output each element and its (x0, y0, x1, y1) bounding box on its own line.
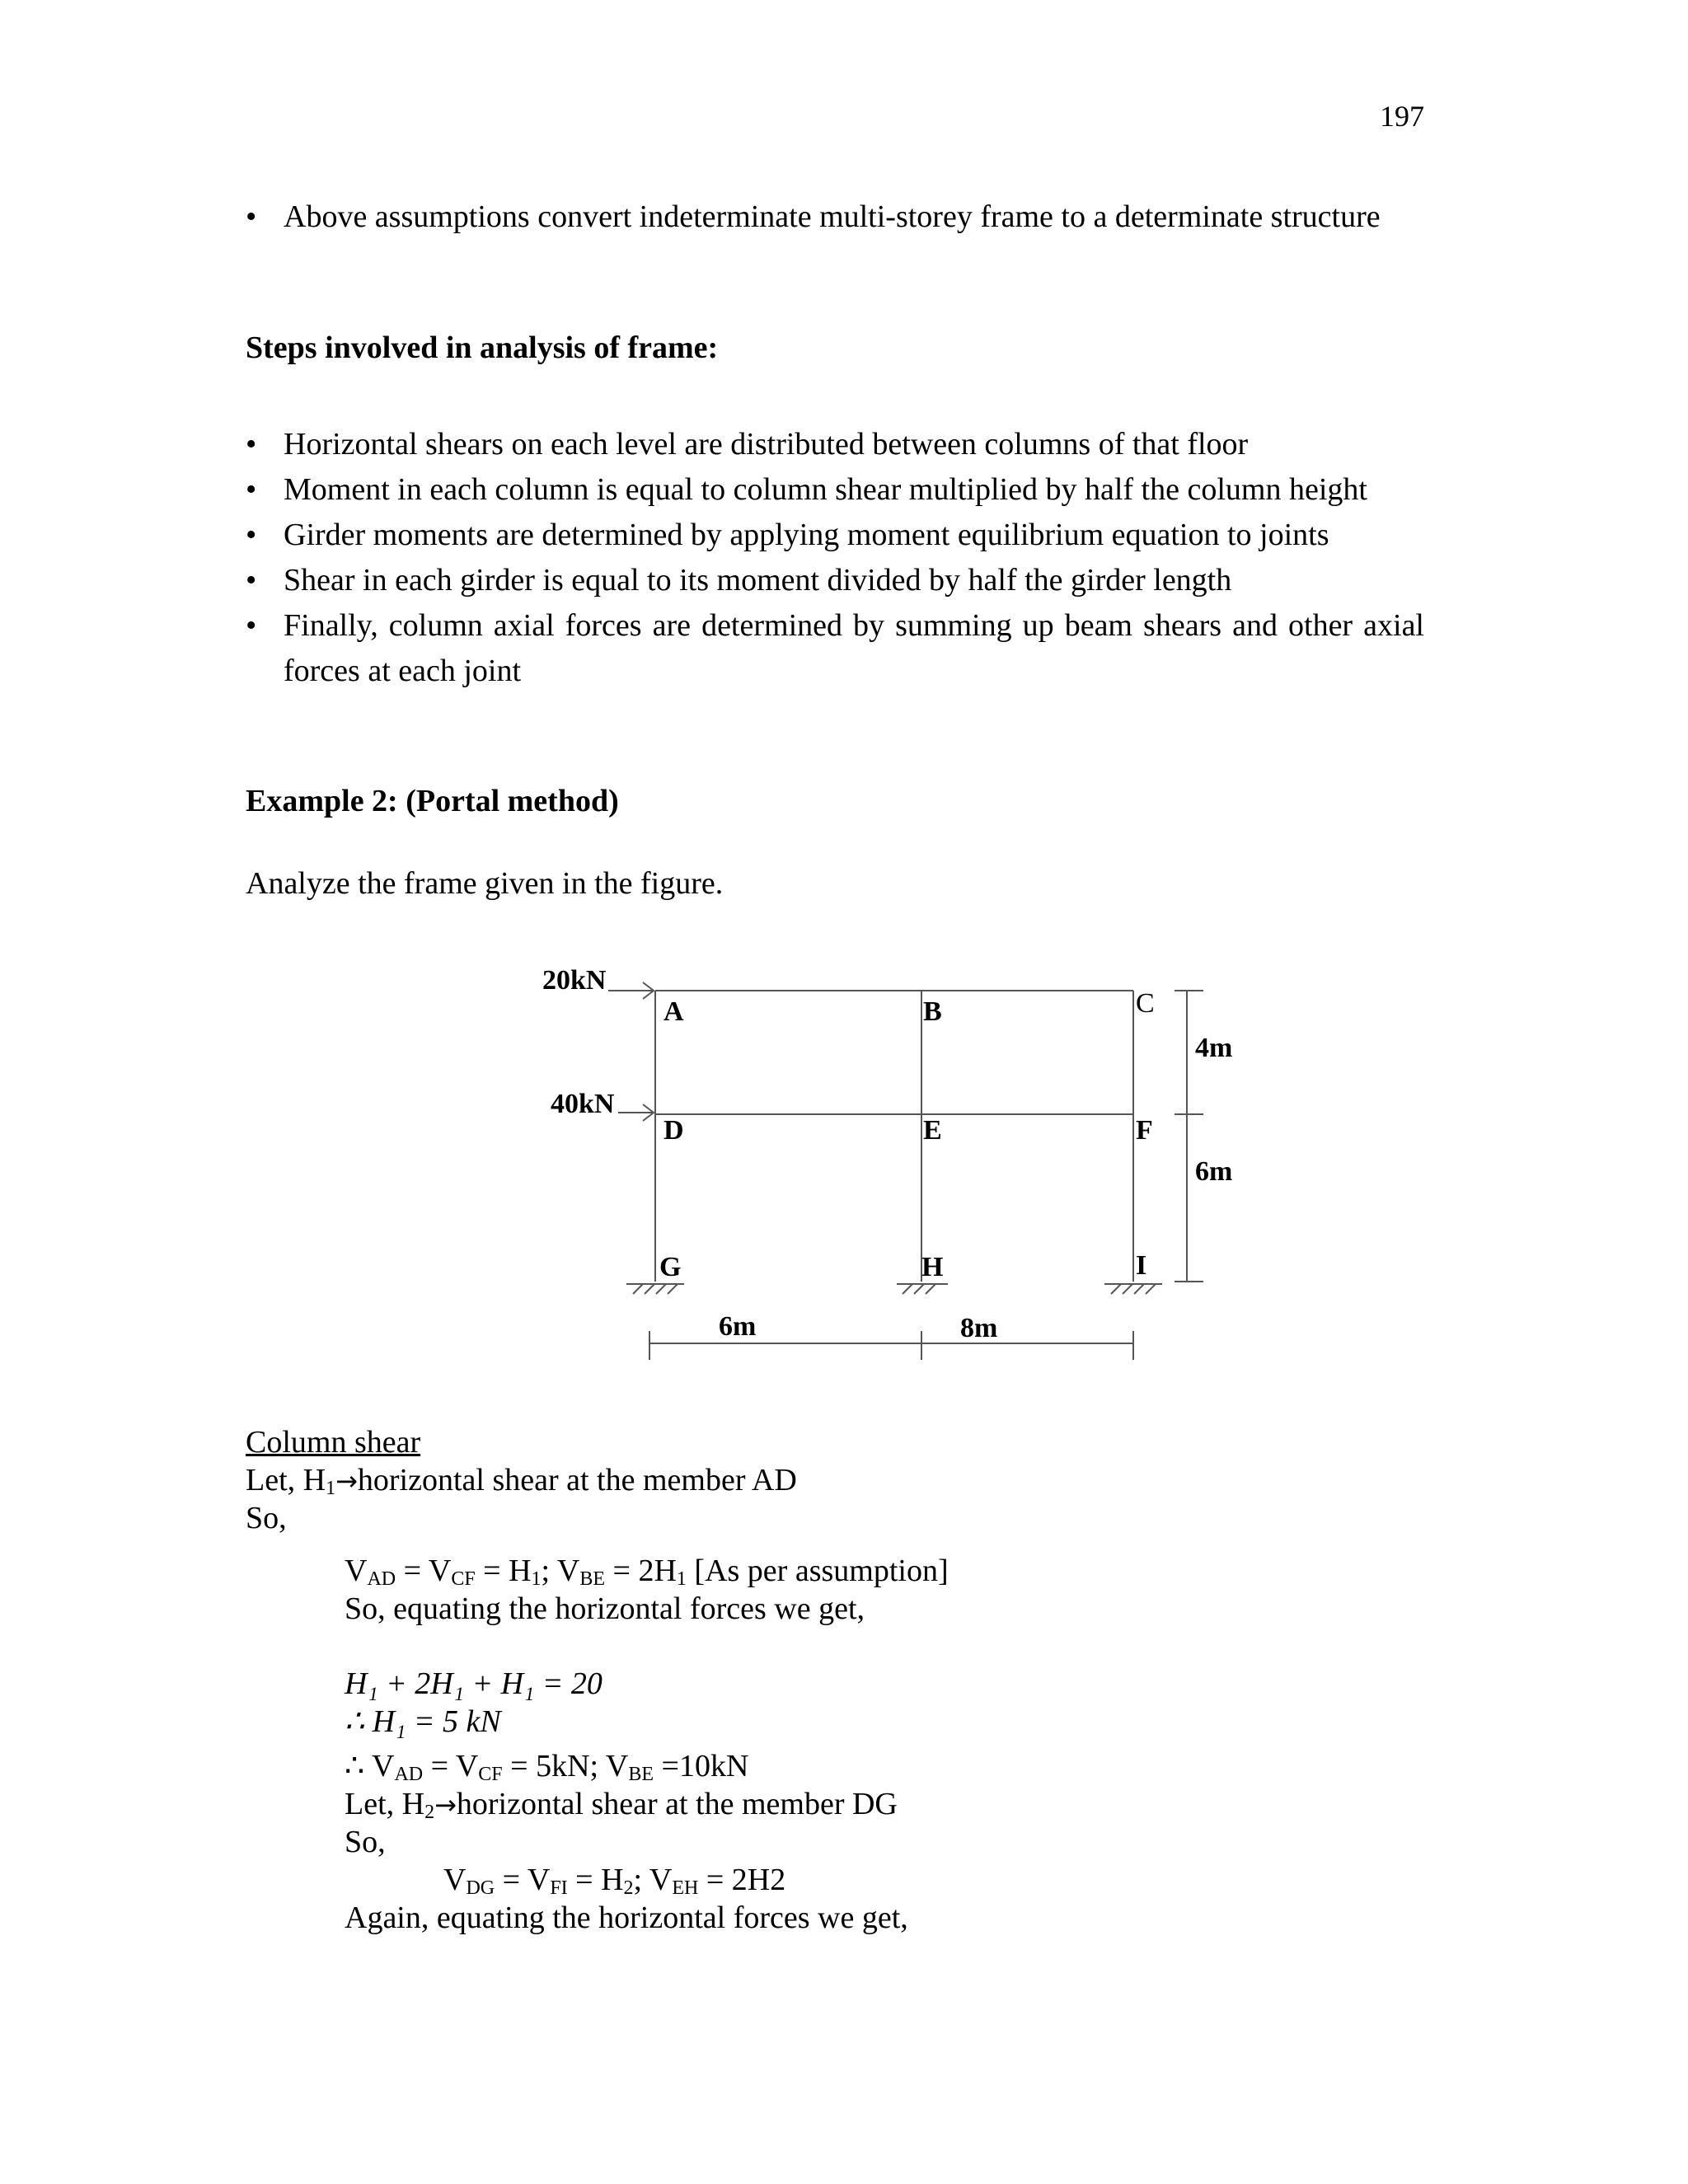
so-line-2: So, (345, 1825, 386, 1859)
equating-line-1: So, equating the horizontal forces we get, (345, 1591, 865, 1626)
list-item: • Moment in each column is equal to column shear multiplied by half the column height (246, 467, 1424, 513)
fixed-support-h (897, 1284, 948, 1294)
example-prompt: Analyze the frame given in the figure. (246, 866, 724, 901)
frame-figure (528, 948, 1269, 1409)
dim-label-6m-vertical: 6m (1195, 1156, 1233, 1187)
example-heading: Example 2: (Portal method) (246, 784, 619, 818)
h1-result: ∴ H₁ = 5 kN (345, 1704, 501, 1739)
shear-assumption-equation: $V_{AD} = V_{CF} = H_1$; $V_{BE} = 2H_1$ [As per assumption] (345, 1554, 949, 1590)
v-result-line: ∴ $V_{AD} = V_{CF} = 5kN$; $V_{BE} =10kN$ (345, 1749, 749, 1785)
arrow-icon: → (434, 1789, 457, 1821)
node-label-c: C (1136, 988, 1155, 1019)
dim-label-8m: 8m (960, 1313, 998, 1343)
node-label-d: D (663, 1115, 684, 1146)
node-label-f: F (1136, 1115, 1153, 1146)
list-item: • Above assumptions convert indeterminate multi-storey frame to a determinate structure (246, 194, 1424, 240)
node-label-i: I (1136, 1250, 1147, 1281)
dim-label-4m: 4m (1195, 1033, 1233, 1063)
list-item: • Girder moments are determined by applying moment equilibrium equation to joints (246, 513, 1424, 558)
fixed-support-i (1104, 1284, 1162, 1294)
node-label-a: A (663, 996, 684, 1027)
so-line-1: So, (246, 1501, 287, 1535)
equating-line-2: Again, equating the horizontal forces we get, (345, 1900, 908, 1935)
load-arrow-top (608, 982, 654, 999)
load-label-20kn: 20kN (542, 965, 607, 996)
node-label-e: E (923, 1115, 942, 1146)
let-h1-line: Let, $H_1\to horizontal$ shear at the member AD (246, 1463, 797, 1499)
list-item: • Finally, column axial forces are determined by summing up beam shears and other axial forces at each joint (246, 603, 1424, 694)
page-number: 197 (1380, 100, 1424, 133)
list-item: • Horizontal shears on each level are distributed between columns of that floor (246, 422, 1424, 467)
list-item: • Shear in each girder is equal to its moment divided by half the girder length (246, 558, 1424, 603)
assumption-list (246, 194, 1424, 240)
steps-list (246, 422, 1424, 694)
shear-equation-2: $V_{DG} = V_{FI} = H_2$; $V_{EH} = 2H2$ (443, 1863, 786, 1899)
let-h2-line: Let, $H_2\to horizontal$ shear at the member DG (345, 1787, 898, 1823)
node-label-g: G (659, 1252, 682, 1282)
node-label-h: H (921, 1252, 944, 1282)
arrow-icon: → (335, 1465, 358, 1497)
section-title: Column shear (246, 1425, 421, 1460)
load-arrow-mid (618, 1104, 654, 1121)
steps-heading: Steps involved in analysis of frame: (246, 330, 719, 365)
dim-label-6m-horizontal: 6m (719, 1311, 757, 1342)
sum-equation: H₁ + 2H₁ + H₁ = 20 (345, 1666, 603, 1701)
load-label-40kn: 40kN (551, 1089, 615, 1119)
fixed-support-g (626, 1284, 684, 1294)
node-label-b: B (923, 996, 942, 1027)
